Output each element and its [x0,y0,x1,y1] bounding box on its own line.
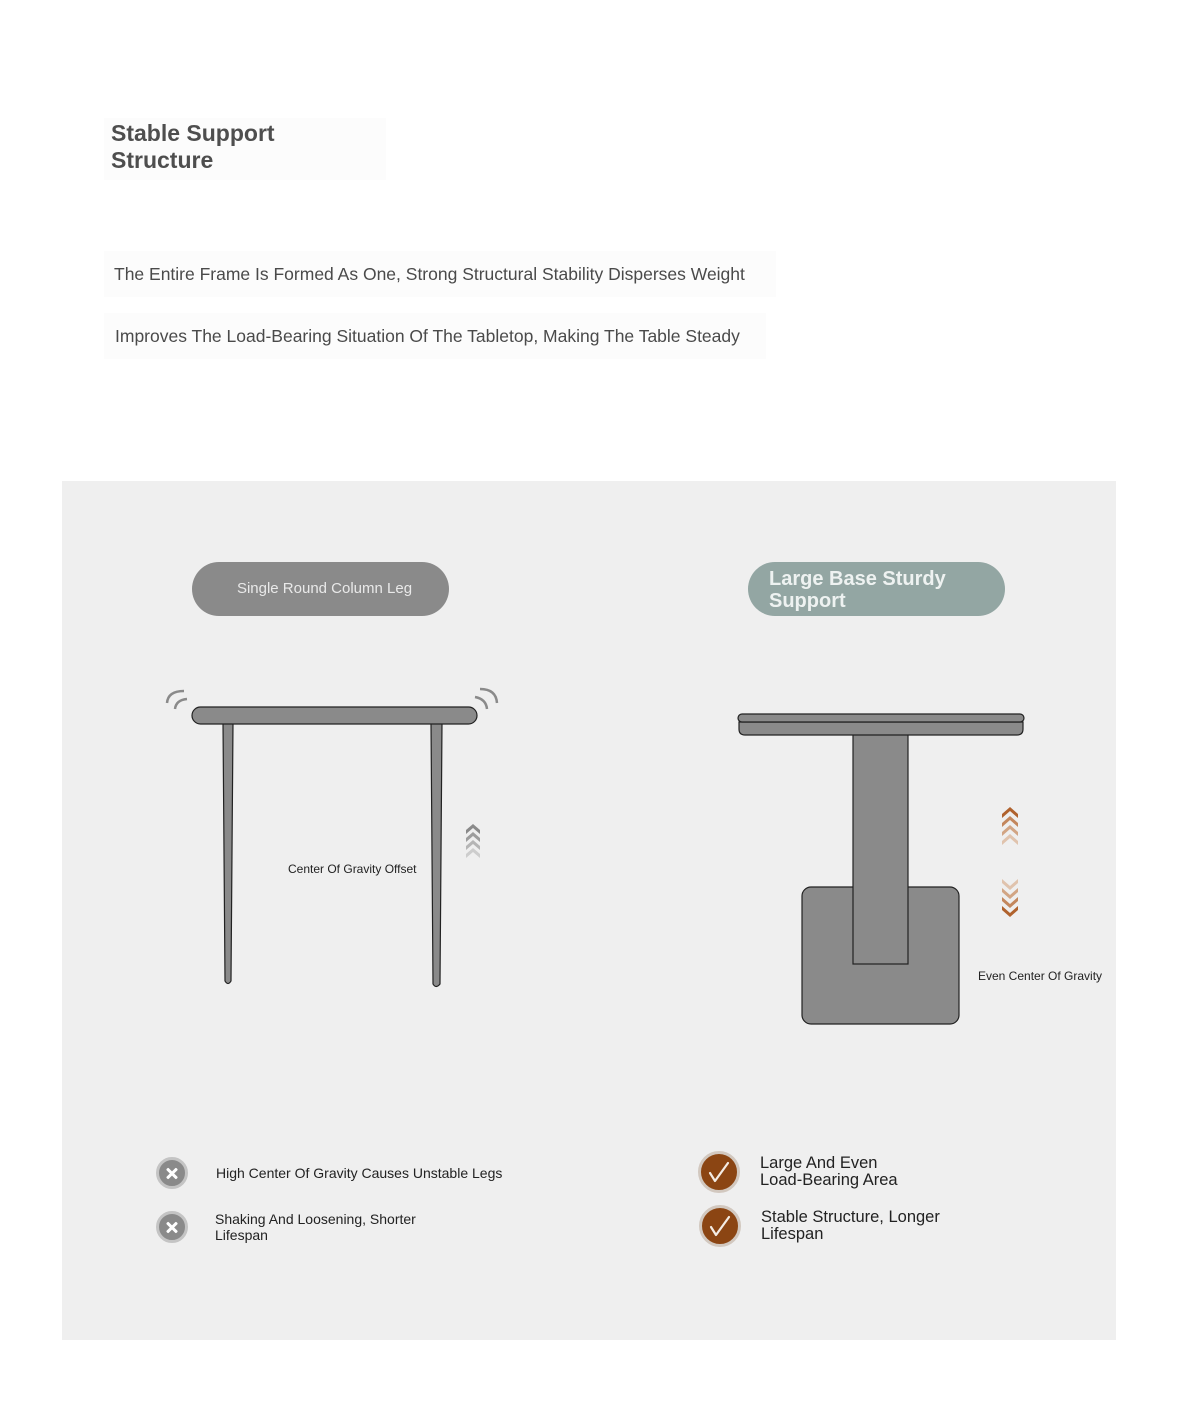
chevrons-up-brown-icon [1002,807,1018,845]
check-circle-icon [698,1151,740,1193]
right-column [853,731,908,964]
wobble-left-inner-icon [175,699,187,709]
right-tabletop-upper [738,714,1024,722]
drawback-text-line-1: Shaking And Loosening, Shorter [215,1211,416,1227]
single-round-column-leg-label [192,562,449,616]
benefit-text-line-2: Load-Bearing Area [760,1171,898,1189]
pill-right-text-line-1: Large Base Sturdy [769,568,946,590]
benefit-text-line-1: Large And Even [760,1154,878,1172]
x-circle-icon [156,1211,188,1243]
left-table-leg-2 [431,723,442,987]
single-leg-table-illustration [167,689,497,987]
center-of-gravity-offset-label: Center Of Gravity Offset [288,862,417,876]
benefit-text-line-1: Stable Structure, Longer [761,1208,940,1226]
check-circle-icon [699,1205,741,1247]
benefit-item [698,1151,898,1193]
title-line-2: Structure [111,147,214,173]
right-tabletop-lower [739,722,1023,735]
pill-left-text: Single Round Column Leg [236,580,413,597]
drawback-item [156,1157,502,1189]
x-circle-icon [156,1157,188,1189]
chevrons-up-gray-icon [466,824,480,858]
checkmark-icon [702,1208,738,1244]
even-center-of-gravity-label: Even Center Of Gravity [978,969,1103,983]
left-table-leg-1 [223,723,233,984]
left-tabletop [192,707,477,724]
benefit-text-line-2: Lifespan [761,1225,824,1243]
drawback-text-line-2: Lifespan [215,1227,268,1243]
pill-right-text-line-2: Support [769,590,846,612]
comparison-panel [62,481,1116,1340]
drawback-item [156,1211,416,1243]
wobble-right-inner-icon [475,697,487,709]
checkmark-icon [701,1154,737,1190]
title-line-1: Stable Support [111,120,275,146]
chevrons-down-brown-icon [1002,879,1018,917]
benefit-item [699,1205,940,1247]
large-base-sturdy-support-label [748,562,1005,616]
page-title [104,118,386,180]
description-line-1: The Entire Frame Is Formed As One, Strong Structural Stability Disperses Weight [104,251,776,297]
description-line-2: Improves The Load-Bearing Situation Of The Tabletop, Making The Table Steady [104,313,766,359]
drawback-text-line-1: High Center Of Gravity Causes Unstable Legs [216,1165,503,1181]
